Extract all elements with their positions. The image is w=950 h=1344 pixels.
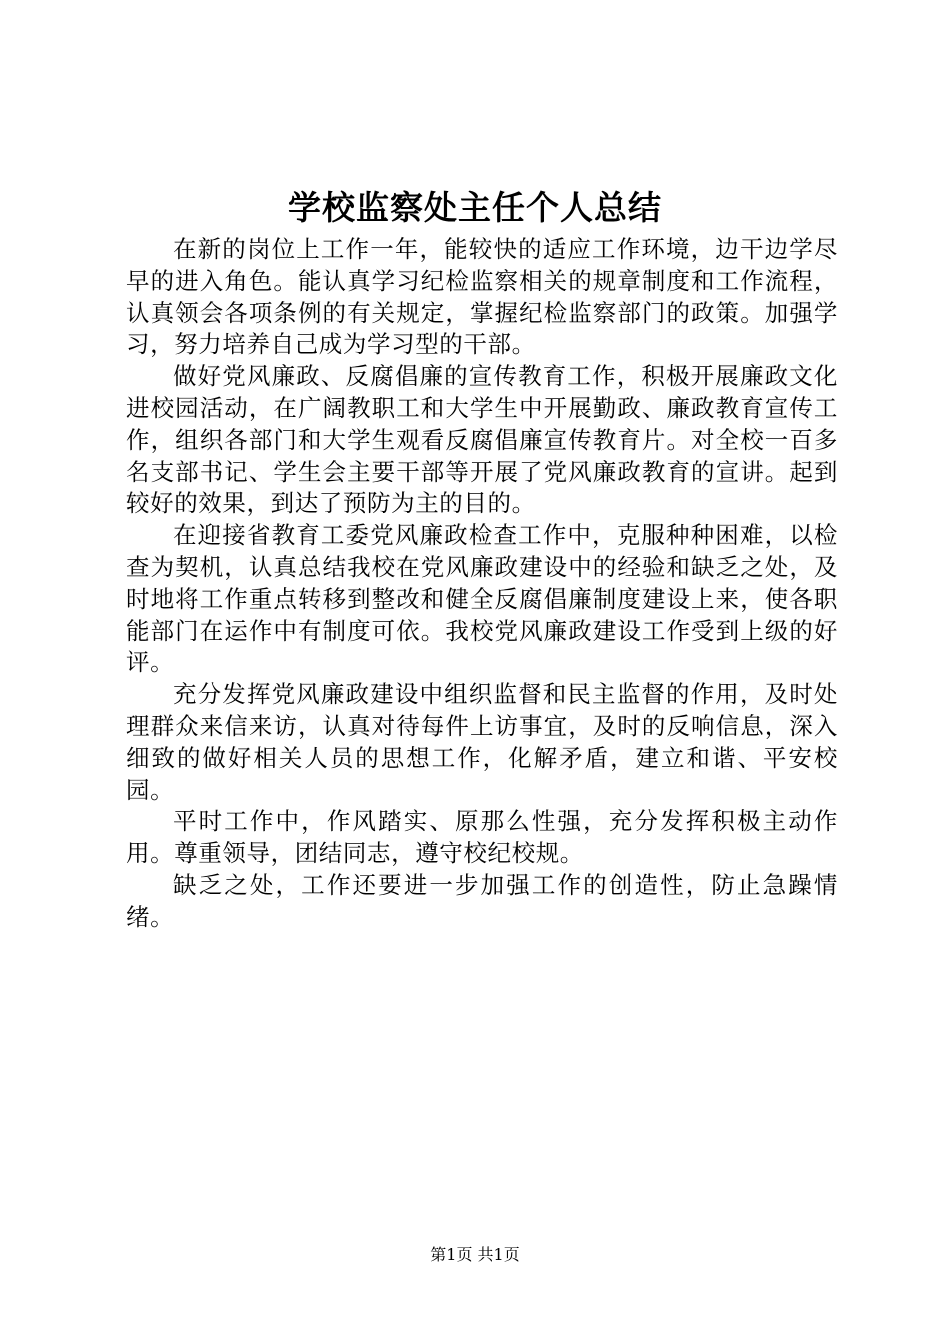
- paragraph-6: 缺乏之处，工作还要进一步加强工作的创造性，防止急躁情绪。: [126, 870, 838, 931]
- paragraph-2: 做好党风廉政、反腐倡廉的宣传教育工作，积极开展廉政文化进校园活动，在广阔教职工和大学生中开展勤政、廉政教育宣传工作，组织各部门和大学生观看反腐倡廉宣传教育片。对全校一百多名支部书记、学生会主要干部等开展了党风廉政教育的宣讲。起到较好的效果，到达了预防为主的目的。: [126, 362, 838, 518]
- page-footer: 第1页 共1页: [430, 1245, 520, 1264]
- paragraph-3: 在迎接省教育工委党风廉政检查工作中，克服种种困难，以检查为契机，认真总结我校在党风廉政建设中的经验和缺乏之处，及时地将工作重点转移到整改和健全反腐倡廉制度建设上来，使各职能部门在运作中有制度可依。我校党风廉政建设工作受到上级的好评。: [126, 521, 838, 677]
- paragraph-5: 平时工作中，作风踏实、原那么性强，充分发挥积极主动作用。尊重领导，团结同志，遵守校纪校规。: [126, 807, 838, 868]
- paragraph-1: 在新的岗位上工作一年，能较快的适应工作环境，边干边学尽早的进入角色。能认真学习纪检监察相关的规章制度和工作流程，认真领会各项条例的有关规定，掌握纪检监察部门的政策。加强学习，努力培养自己成为学习型的干部。: [126, 235, 838, 359]
- paragraph-4: 充分发挥党风廉政建设中组织监督和民主监督的作用，及时处理群众来信来访，认真对待每件上访事宜，及时的反响信息，深入细致的做好相关人员的思想工作，化解矛盾，建立和谐、平安校园。: [126, 680, 838, 804]
- document-title: 学校监察处主任个人总结: [288, 188, 662, 227]
- document-body: [126, 234, 838, 934]
